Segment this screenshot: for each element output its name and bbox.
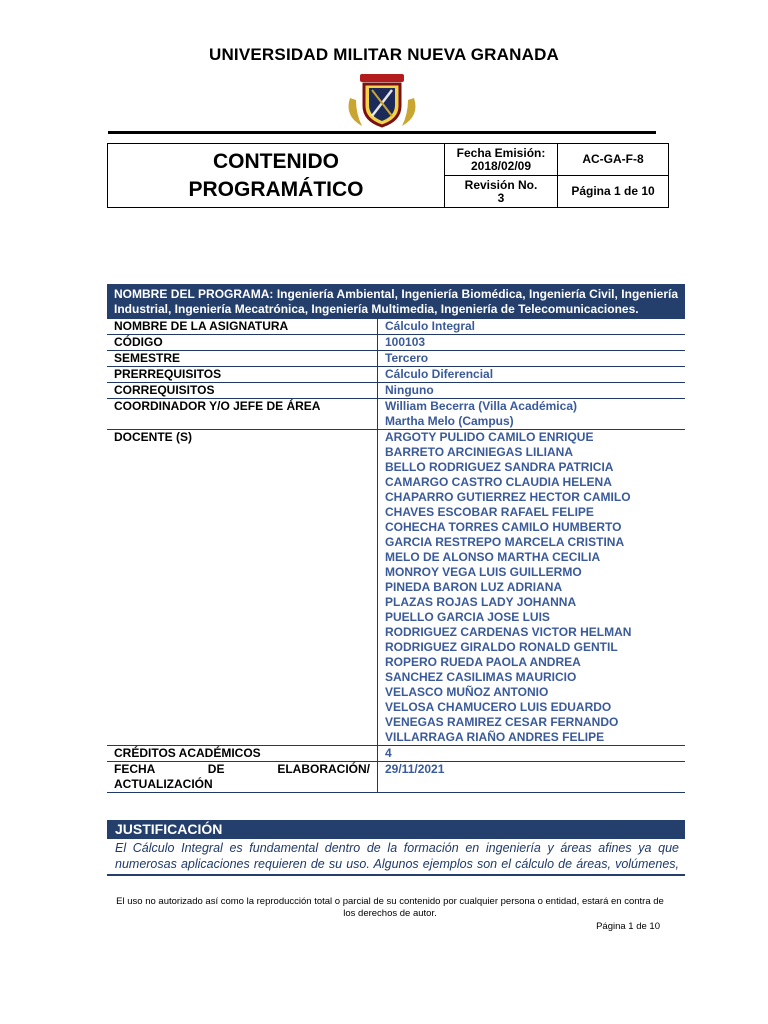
list-item: VILLARRAGA RIAÑO ANDRES FELIPE [385,730,605,744]
list-item: MONROY VEGA LUIS GUILLERMO [385,565,582,579]
copyright-notice: El uso no autorizado así como la reproducción total o parcial de su contenido por cualquier persona o entidad, estará en contra de los derechos de autor. [116,896,664,919]
header-rule [108,131,656,134]
code-label: CÓDIGO [107,335,378,351]
list-item: CAMARGO CASTRO CLAUDIA HELENA [385,475,612,489]
issue-date-label: Fecha Emisión: [456,145,546,160]
page-indicator: Página 1 de 10 [558,176,669,208]
semester-label: SEMESTRE [107,351,378,367]
list-item: SANCHEZ CASILIMAS MAURICIO [385,670,577,684]
revision-cell [445,176,558,208]
university-title: UNIVERSIDAD MILITAR NUEVA GRANADA [208,45,560,64]
update-date-value: 29/11/2021 [378,762,686,793]
list-item: VELASCO MUÑOZ ANTONIO [385,685,549,699]
coordinator-name-2: Martha Melo (Campus) [385,414,514,428]
list-item: GARCIA RESTREPO MARCELA CRISTINA [385,535,625,549]
semester-value: Tercero [378,351,686,367]
credits-value: 4 [378,746,686,762]
document-code: AC-GA-F-8 [558,144,669,176]
program-names: NOMBRE DEL PROGRAMA: Ingeniería Ambiental, Ingeniería Biomédica, Ingeniería Civil, Ingeniería Industrial, Ingeniería Mecatrónica, Ingeniería Multimedia, Ingeniería de Telecomunicaciones. [107,284,685,319]
revision-value: 3 [497,190,505,205]
teachers-label: DOCENTE (S) [107,430,378,746]
list-item: RODRIGUEZ CARDENAS VICTOR HELMAN [385,625,632,639]
list-item: CHAPARRO GUTIERREZ HECTOR CAMILO [385,490,631,504]
document-title [108,144,445,208]
list-item: RODRIGUEZ GIRALDO RONALD GENTIL [385,640,618,654]
prerequisites-value: Cálculo Diferencial [378,367,686,383]
list-item: PUELLO GARCIA JOSE LUIS [385,610,550,624]
subject-name-label: NOMBRE DE LA ASIGNATURA [107,319,378,335]
footer-page-number: Página 1 de 10 [596,921,660,932]
issue-date-value: 2018/02/09 [470,158,532,173]
corequisites-value: Ninguno [378,383,686,399]
document-title-line2: PROGRAMÁTICO [188,177,364,201]
teachers-list [378,430,686,746]
list-item: ARGOTY PULIDO CAMILO ENRIQUE [385,430,594,444]
list-item: MELO DE ALONSO MARTHA CECILIA [385,550,601,564]
list-item: COHECHA TORRES CAMILO HUMBERTO [385,520,622,534]
university-crest-logo [342,68,422,130]
issue-date-cell [445,144,558,176]
list-item: PLAZAS ROJAS LADY JOHANNA [385,595,577,609]
prerequisites-label: PRERREQUISITOS [107,367,378,383]
justification-text [107,839,685,876]
corequisites-label: CORREQUISITOS [107,383,378,399]
justification-line-1: El Cálculo Integral es fundamental dentro de la formación en ingeniería y áreas afines ya que [115,841,679,855]
list-item: VENEGAS RAMIREZ CESAR FERNANDO [385,715,619,729]
code-value: 100103 [378,335,686,351]
coordinator-value [378,399,686,430]
subject-name-value: Cálculo Integral [378,319,686,335]
coordinator-label: COORDINADOR Y/O JEFE DE ÁREA [107,399,378,430]
list-item: CHAVES ESCOBAR RAFAEL FELIPE [385,505,594,519]
list-item: BARRETO ARCINIEGAS LILIANA [385,445,574,459]
credits-label: CRÉDITOS ACADÉMICOS [107,746,378,762]
list-item: PINEDA BARON LUZ ADRIANA [385,580,563,594]
list-item: VELOSA CHAMUCERO LUIS EDUARDO [385,700,612,714]
coordinator-name-1: William Becerra (Villa Académica) [385,399,577,413]
list-item: BELLO RODRIGUEZ SANDRA PATRICIA [385,460,614,474]
justification-line-2: numerosas aplicaciones requieren de su uso. Algunos ejemplos son el cálculo de áreas, volúmenes, [115,857,679,871]
document-header-table [107,143,669,208]
course-info-table [107,284,685,793]
document-title-line1: CONTENIDO [213,149,339,173]
list-item: ROPERO RUEDA PAOLA ANDREA [385,655,581,669]
justification-heading: JUSTIFICACIÓN [107,820,685,839]
update-date-label: FECHA DE ELABORACIÓN/ ACTUALIZACIÓN [107,762,378,793]
revision-label: Revisión No. [464,177,538,192]
